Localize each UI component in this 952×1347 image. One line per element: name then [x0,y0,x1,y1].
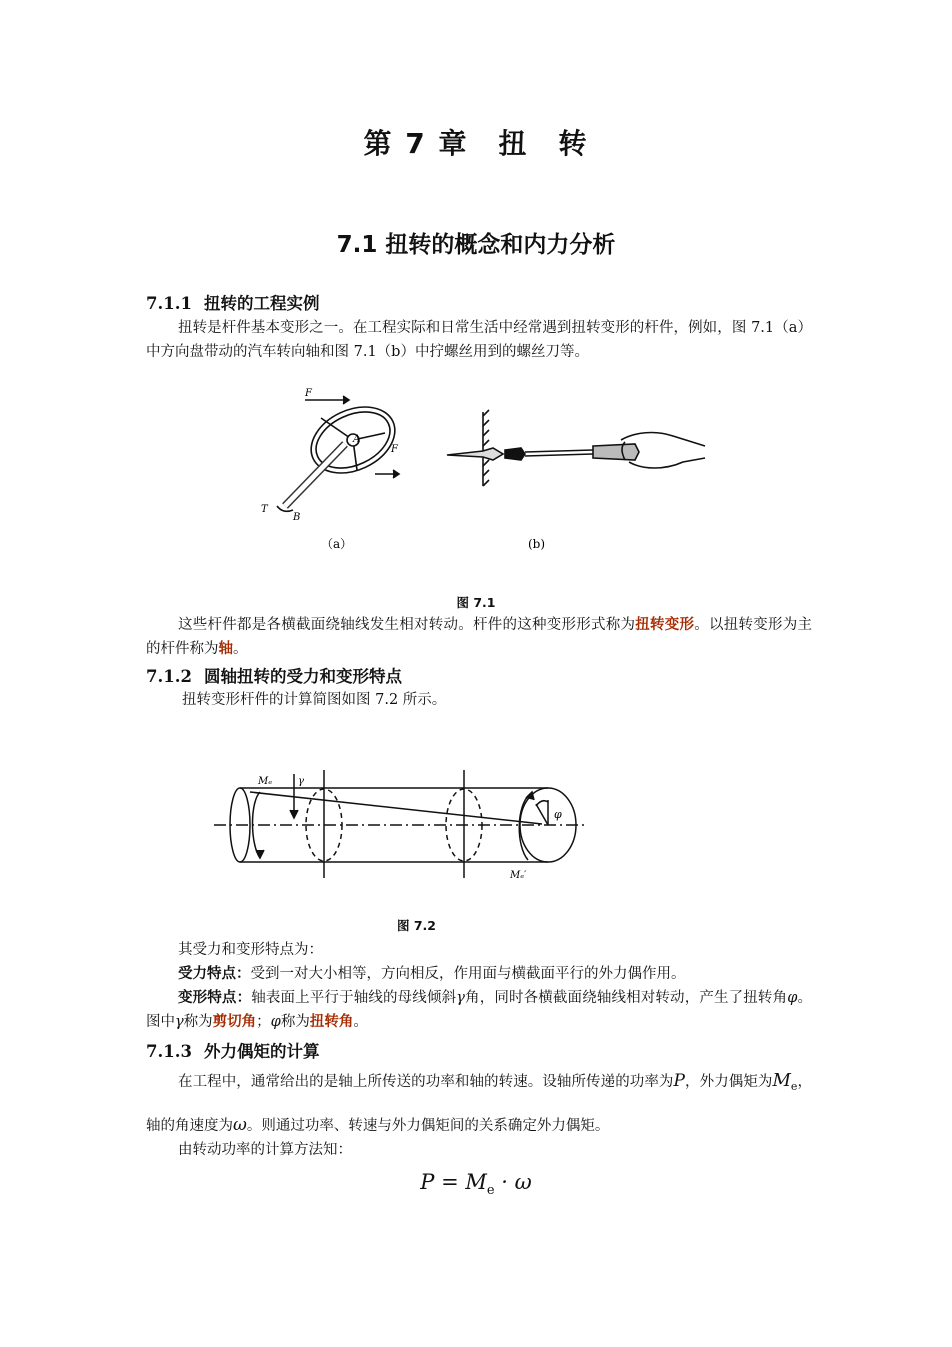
text-segment: 在工程中，通常给出的是轴上所传送的功率和轴的转速。设轴所传递的功率为 [178,1074,674,1090]
symbol-m: M [772,1070,791,1091]
chapter-title: 第 7 章 扭 转 [363,127,589,160]
term-torsion-deformation: 扭转变形 [635,616,695,633]
text-segment: 。则通过功率、转速与外力偶矩间的关系确定外力偶矩。 [246,1117,610,1134]
figure-7-1 [225,378,725,558]
text-segment: 称为 [280,1014,310,1030]
formula-rhs: · ω [494,1170,532,1194]
paragraph-deformation-characteristics [146,986,812,1034]
steering-wheel-figure [277,394,406,511]
text-segment: 称为 [183,1014,213,1030]
gamma-label: γ [298,776,304,787]
paragraph-force-characteristics [146,962,812,986]
point-b-label: B [293,512,301,523]
deformation-label: 变形特点： [178,990,252,1006]
phi-label: φ [554,808,562,821]
subsection-text: 扭转的工程实例 [204,294,320,313]
paragraph-characteristics-intro: 其受力和变形特点为： [178,942,323,958]
subsection-title-7-1-2 [146,663,402,687]
symbol-omega: ω [233,1114,247,1135]
subsection-text: 圆轴扭转的受力和变形特点 [204,667,402,686]
symbol-gamma: γ [456,990,465,1006]
figure-b-label: (b) [528,537,546,551]
force-label: 受力特点： [178,966,251,982]
torque-t-label: T [261,504,268,515]
text-segment: 。以扭转变形为主的杆件称为 [146,617,812,657]
text-segment: ，外力偶矩为 [684,1074,773,1090]
symbol-p: P [673,1071,685,1091]
symbol-phi: φ [270,1014,281,1030]
power-formula [0,1170,952,1198]
paragraph-torsion-definition [146,613,812,661]
text-segment: 轴表面上平行于轴线的母线倾斜 [251,990,457,1006]
symbol-gamma: γ [175,1014,184,1030]
point-a-label: A [353,434,361,445]
subsection-number: 7.1.3 [146,1042,192,1061]
figure-a-label: （a） [321,537,353,551]
symbol-m-subscript: e [790,1079,798,1093]
formula-subscript: e [486,1183,495,1198]
figure-7-2 [210,766,600,891]
text-segment: 。 [353,1014,368,1030]
term-shear-angle: 剪切角 [212,1013,257,1030]
force-text: 受到一对大小相等，方向相反，作用面与横截面平行的外力偶作用。 [250,966,686,982]
section-title: 7.1 扭转的概念和内力分析 [336,232,616,258]
term-shaft: 轴 [218,640,233,657]
figure-7-1-caption: 图 7.1 [456,595,496,610]
subsection-title-7-1-1 [146,290,320,314]
text-segment: ，轴的角速度为 [146,1074,813,1134]
formula-lhs: P = M [420,1170,487,1194]
symbol-phi: φ [787,990,798,1006]
subsection-text: 外力偶矩的计算 [204,1042,320,1061]
subsection-title-7-1-3 [146,1038,320,1062]
paragraph-diagram-ref: 扭转变形杆件的计算简图如图 7.2 所示。 [182,692,447,708]
term-torsion-angle: 扭转角 [309,1013,354,1030]
text-segment: 。图中 [146,990,813,1030]
text-segment: ； [256,1014,271,1030]
moment-me-label: Mₑ [258,776,273,787]
text-segment: 这些杆件都是各横截面绕轴线发生相对转动。杆件的这种变形形式称为 [178,617,636,633]
subsection-number: 7.1.2 [146,667,192,686]
force-label-top: F [305,388,312,399]
paragraph-intro: 扭转是杆件基本变形之一。在工程实际和日常生活中经常遇到扭转变形的杆件，例如，图 7.1（a）中方向盘带动的汽车转向轴和图 7.1（b）中拧螺丝用到的螺丝刀等。 [146,320,812,360]
screwdriver-figure [447,410,705,486]
text-segment: 角，同时各横截面绕轴线相对转动，产生了扭转角 [464,990,788,1006]
moment-me-prime-label: Mₑ′ [510,870,527,881]
text-segment: 。 [233,641,248,657]
force-label-right: F [391,444,398,455]
figure-7-2-caption: 图 7.2 [397,918,436,933]
paragraph-formula-intro: 由转动功率的计算方法知： [178,1142,352,1158]
subsection-number: 7.1.1 [146,294,192,313]
paragraph-external-moment [146,1062,812,1145]
